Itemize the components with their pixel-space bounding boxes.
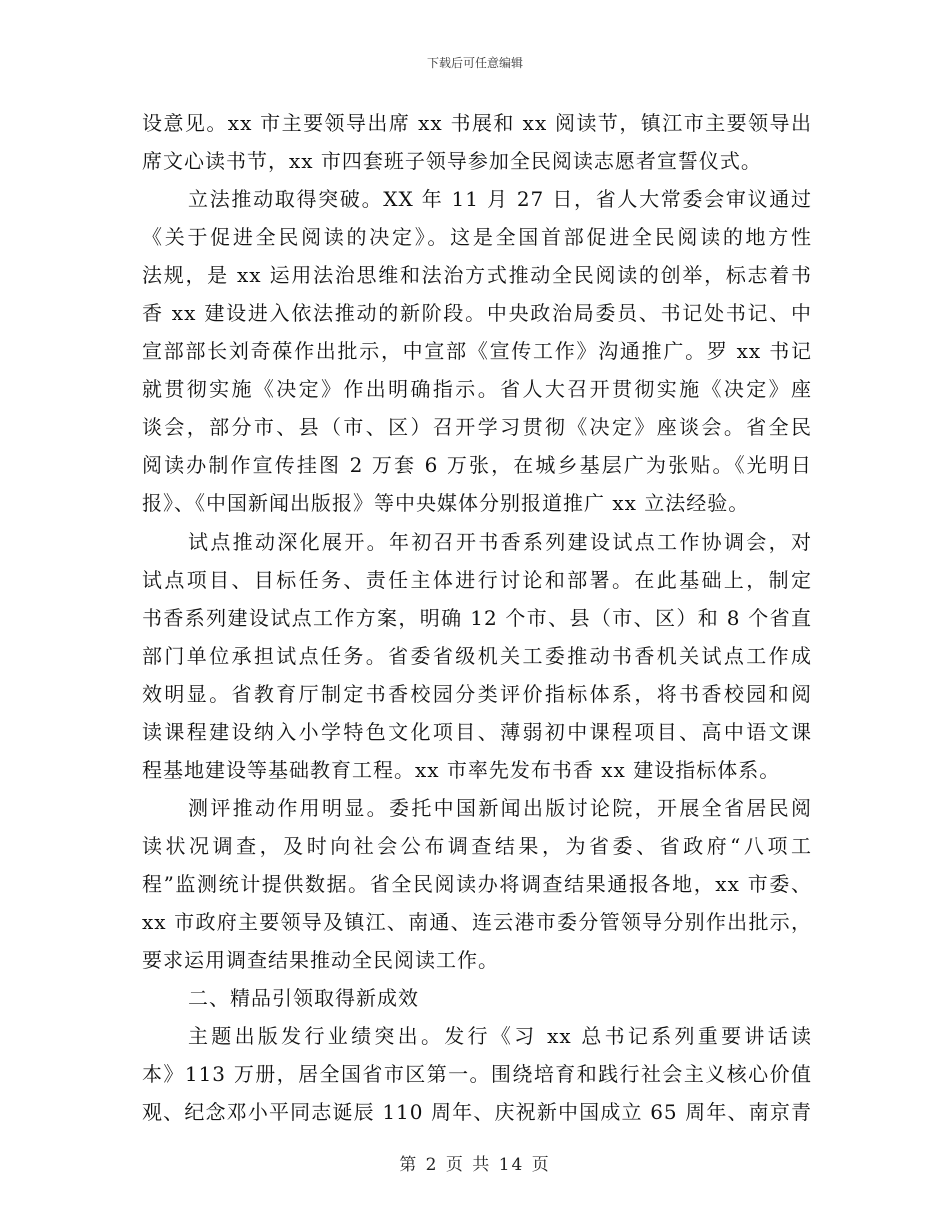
text-line: 书香系列建设试点工作方案，明确 12 个市、县（市、区）和 8 个省直: [142, 605, 812, 630]
text-line: 法规，是 xx 运用法治思维和法治方式推动全民阅读的创举，标志着书: [142, 263, 812, 288]
document-body: [142, 104, 812, 1131]
text-line: 试点推动深化展开。年初召开书香系列建设试点工作协调会，对: [188, 529, 812, 554]
text-line: 谈会，部分市、县（市、区）召开学习贯彻《决定》座谈会。省全民: [142, 415, 812, 440]
text-line: 立法推动取得突破。XX 年 11 月 27 日，省人大常委会审议通过: [188, 187, 812, 212]
text-line: xx 市政府主要领导及镇江、南通、连云港市委分管领导分别作出批示，: [142, 909, 812, 934]
text-line: 设意见。xx 市主要领导出席 xx 书展和 xx 阅读节，镇江市主要领导出: [142, 111, 812, 135]
page-header: 下载后可任意编辑: [426, 56, 523, 70]
text-line: 要求运用调查结果推动全民阅读工作。: [142, 948, 499, 973]
text-line: 宣部部长刘奇葆作出批示，中宣部《宣传工作》沟通推广。罗 xx 书记: [142, 339, 812, 364]
text-line: 报》、《中国新闻出版报》等中央媒体分别报道推广 xx 立法经验。: [142, 491, 750, 516]
text-line: 《关于促进全民阅读的决定》。这是全国首部促进全民阅读的地方性: [142, 225, 812, 250]
text-line: 部门单位承担试点任务。省委省级机关工委推动书香机关试点工作成: [142, 643, 812, 668]
text-line: 就贯彻实施《决定》作出明确指示。省人大召开贯彻实施《决定》座: [142, 377, 812, 402]
text-line: 程”监测统计提供数据。省全民阅读办将调查结果通报各地，xx 市委、: [142, 871, 812, 896]
text-line: 香 xx 建设进入依法推动的新阶段。中央政治局委员、书记处书记、中: [142, 301, 812, 326]
text-line: 主题出版发行业绩突出。发行《习 xx 总书记系列重要讲话读: [188, 1024, 812, 1049]
page-number: 第 2 页 共 14 页: [399, 1155, 551, 1175]
text-line: 测评推动作用明显。委托中国新闻出版讨论院，开展全省居民阅: [188, 795, 812, 820]
text-line: 试点项目、目标任务、责任主体进行讨论和部署。在此基础上，制定: [142, 567, 812, 592]
text-line: 效明显。省教育厅制定书香校园分类评价指标体系，将书香校园和阅: [142, 681, 812, 706]
text-line: 程基地建设等基础教育工程。xx 市率先发布书香 xx 建设指标体系。: [142, 757, 781, 782]
text-line: 观、纪念邓小平同志诞辰 110 周年、庆祝新中国成立 65 周年、南京青: [142, 1100, 812, 1125]
text-line: 二、精品引领取得新成效: [188, 986, 419, 1011]
text-line: 读课程建设纳入小学特色文化项目、薄弱初中课程项目、高中语文课: [142, 719, 812, 744]
text-line: 阅读办制作宣传挂图 2 万套 6 万张，在城乡基层广为张贴。《光明日: [142, 453, 812, 478]
text-line: 席文心读书节，xx 市四套班子领导参加全民阅读志愿者宣誓仪式。: [142, 149, 762, 174]
text-line: 本》113 万册，居全国省市区第一。围绕培育和践行社会主义核心价值: [142, 1062, 812, 1087]
text-line: 读状况调查，及时向社会公布调查结果，为省委、省政府“八项工: [142, 833, 812, 858]
